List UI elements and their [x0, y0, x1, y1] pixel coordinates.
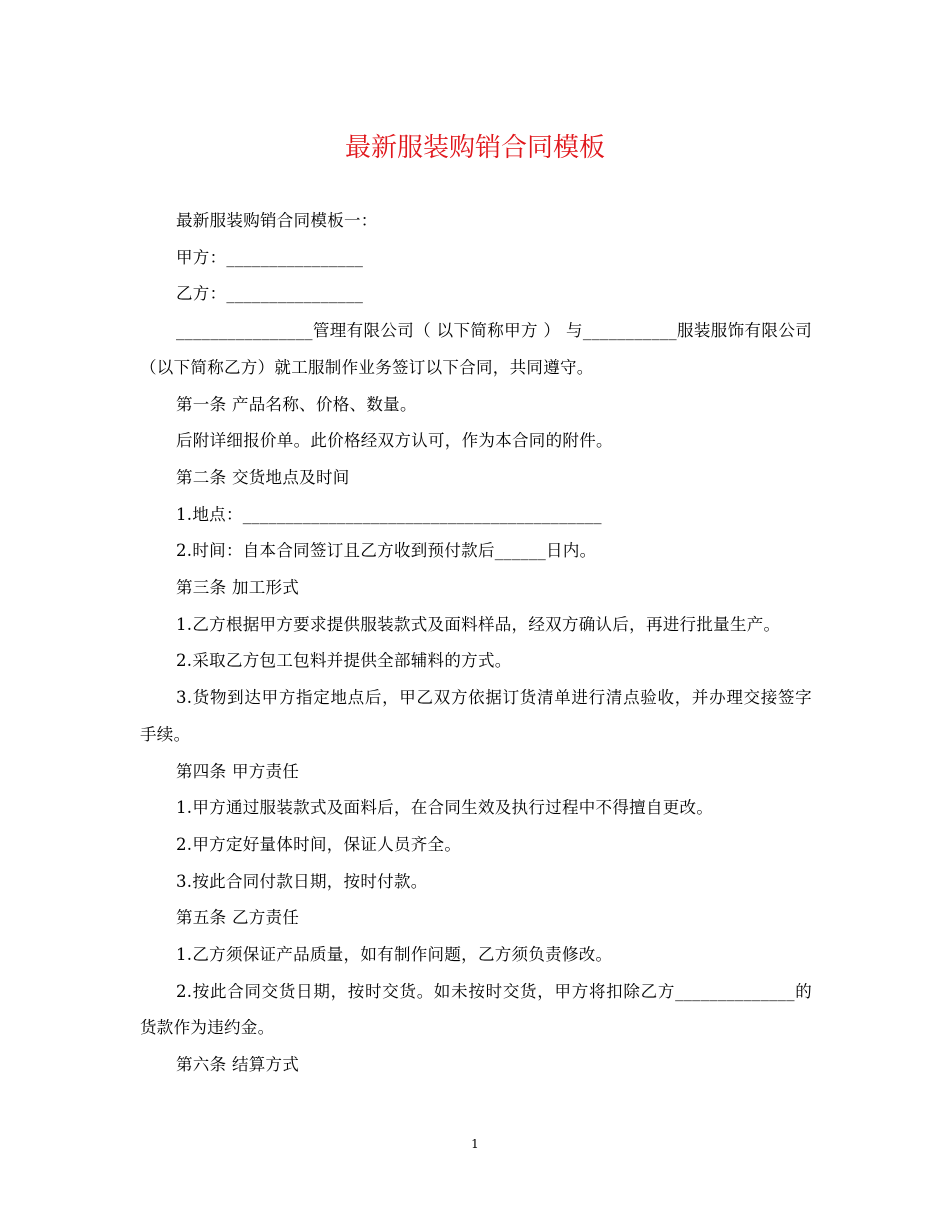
page-number: 1	[471, 1137, 479, 1151]
paragraph-article-5-item-1: 1.乙方须保证产品质量，如有制作问题，乙方须负责修改。	[176, 945, 613, 965]
article-6-heading: 第六条 结算方式	[176, 1055, 300, 1075]
paragraph-delivery-time: 2.时间：自本合同签订且乙方收到预付款后______日内。	[176, 541, 597, 561]
paragraph-article-4-item-2: 2.甲方定好量体时间，保证人员齐全。	[176, 834, 462, 854]
paragraph-article-5-item-2: 2.按此合同交货日期，按时交货。如未按时交货，甲方将扣除乙方______________的货款作为违约金。	[140, 981, 812, 1038]
article-5-heading: 第五条 乙方责任	[176, 908, 300, 928]
article-4-heading: 第四条 甲方责任	[176, 761, 300, 781]
paragraph-article-3-item-3: 3.货物到达甲方指定地点后，甲乙双方依据订货清单进行清点验收，并办理交接签字手续。	[140, 688, 812, 744]
paragraph-article-3-item-2: 2.采取乙方包工包料并提供全部辅料的方式。	[176, 651, 512, 671]
paragraph-article-4-item-3: 3.按此合同付款日期，按时付款。	[176, 871, 428, 891]
article-3-heading: 第三条 加工形式	[176, 578, 300, 598]
document-body	[140, 203, 812, 1084]
paragraph-intro: ________________管理有限公司（ 以下简称甲方 ） 与___________服装服饰有限公司（以下简称乙方）就工服制作业务签订以下合同，共同遵守。	[140, 321, 812, 377]
article-1-heading: 第一条 产品名称、价格、数量。	[176, 394, 417, 414]
paragraph-delivery-location: 1.地点：__________________________________________	[176, 504, 602, 524]
document-title: 最新服装购销合同模板	[344, 133, 605, 163]
paragraph-template-heading: 最新服装购销合同模板一：	[176, 211, 378, 230]
paragraph-party-a: 甲方：________________	[176, 247, 364, 267]
article-2-heading: 第二条 交货地点及时间	[176, 467, 350, 487]
paragraph-article-3-item-1: 1.乙方根据甲方要求提供服装款式及面料样品，经双方确认后，再进行批量生产。	[176, 614, 781, 634]
paragraph-article-4-item-1: 1.甲方通过服装款式及面料后，在合同生效及执行过程中不得擅自更改。	[176, 798, 714, 818]
paragraph-party-b: 乙方：________________	[176, 284, 364, 304]
paragraph-article-1-text: 后附详细报价单。此价格经双方认可，作为本合同的附件。	[176, 431, 613, 451]
